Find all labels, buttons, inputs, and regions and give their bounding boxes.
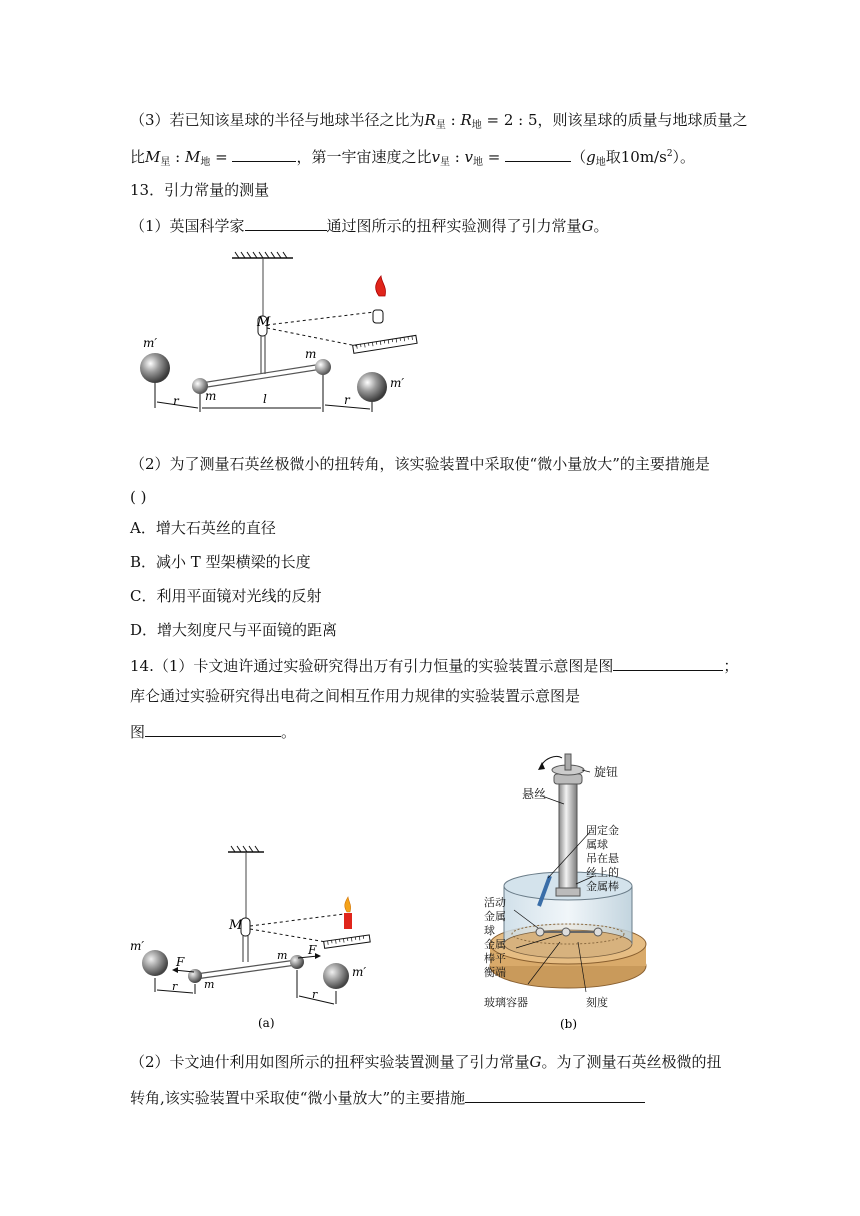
svg-text:l: l bbox=[263, 392, 267, 406]
large-ball-left bbox=[140, 353, 170, 383]
answer-blank-amplification-measure[interactable] bbox=[465, 1086, 645, 1103]
svg-text:m: m bbox=[205, 389, 217, 403]
svg-text:吊在悬: 吊在悬 bbox=[586, 852, 619, 865]
q13-heading: 13．引力常量的测量 bbox=[130, 181, 270, 199]
flame-icon bbox=[345, 897, 351, 912]
figure-b-caption: (b) bbox=[560, 1017, 578, 1031]
q14-line1: 14.（1）卡文迪许通过实验研究得出万有引力恒量的实验装置示意图是图 ； bbox=[130, 654, 738, 676]
q14-part2-line1: （2）卡文迪什利用如图所示的扭秤实验装置测量了引力常量G。为了测量石英丝极微的扭 bbox=[130, 1053, 722, 1071]
q14-line2: 库仑通过实验研究得出电荷之间相互作用力规律的实验装置示意图是 bbox=[130, 687, 581, 705]
large-ball-left bbox=[142, 950, 168, 976]
svg-text:F: F bbox=[308, 943, 317, 957]
svg-text:r: r bbox=[312, 988, 318, 1001]
figure-b-coulomb-balance bbox=[470, 748, 670, 1033]
svg-text:m: m bbox=[204, 978, 215, 991]
small-ball-right bbox=[290, 955, 304, 969]
small-ball-right bbox=[315, 359, 331, 375]
svg-text:属球: 属球 bbox=[586, 838, 608, 851]
q14-line3: 图 。 bbox=[130, 720, 296, 742]
svg-text:M: M bbox=[257, 315, 271, 330]
q12-3-line2: 比$M_星$ : $M_地$ = ，第一宇宙速度之比$v_星$ : $v_地 = (g_地$取$10m/s^2$）。 bbox=[130, 144, 695, 173]
answer-blank-scientist[interactable] bbox=[245, 214, 327, 231]
large-ball-right bbox=[323, 963, 349, 989]
answer-blank-coulomb-figure[interactable] bbox=[145, 720, 281, 737]
answer-blank-velocity-ratio[interactable] bbox=[505, 145, 571, 162]
option-b[interactable]: B．减小 T 型架横梁的长度 bbox=[130, 553, 311, 571]
svg-text:m: m bbox=[305, 347, 317, 361]
q14-part2-line2: 转角,该实验装置中采取使“微小量放大”的主要措施 bbox=[130, 1086, 645, 1108]
svg-text:m′: m′ bbox=[352, 965, 367, 979]
svg-text:活动: 活动 bbox=[484, 896, 506, 909]
svg-text:球: 球 bbox=[484, 924, 495, 937]
q12-3-line1: （3）若已知该星球的半径与地球半径之比为$R_星$ : $R_地 = 2$ : 5，则该星球的质量与地球质量之 bbox=[130, 111, 748, 131]
svg-text:M: M bbox=[229, 918, 243, 933]
svg-text:旋钮: 旋钮 bbox=[594, 765, 619, 779]
svg-text:衡端: 衡端 bbox=[484, 966, 506, 979]
figure-a-torsion-balance bbox=[128, 842, 378, 1032]
q13-answer-paren[interactable]: ( ) bbox=[130, 488, 147, 506]
lamp bbox=[373, 310, 383, 323]
option-d[interactable]: D．增大刻度尺与平面镜的距离 bbox=[130, 621, 338, 639]
flame-icon bbox=[376, 276, 386, 296]
answer-blank-cavendish-figure[interactable] bbox=[613, 654, 723, 671]
small-ball-left bbox=[188, 969, 202, 983]
svg-text:r: r bbox=[173, 394, 179, 408]
figure-a-caption: (a) bbox=[258, 1016, 275, 1030]
svg-text:金属: 金属 bbox=[484, 938, 506, 951]
svg-text:r: r bbox=[172, 980, 178, 993]
svg-text:m′: m′ bbox=[143, 336, 158, 350]
svg-text:m′: m′ bbox=[390, 376, 405, 390]
answer-blank-mass-ratio[interactable] bbox=[232, 145, 296, 162]
candle bbox=[344, 913, 352, 929]
svg-text:r: r bbox=[344, 393, 350, 407]
large-ball-right bbox=[357, 372, 387, 402]
svg-text:金属棒: 金属棒 bbox=[586, 880, 619, 893]
ruler bbox=[324, 935, 371, 948]
ruler bbox=[353, 335, 417, 353]
q13-part2: （2）为了测量石英丝极微小的扭转角，该实验装置中采取使“微小量放大”的主要措施是 bbox=[130, 455, 710, 473]
svg-text:丝上的: 丝上的 bbox=[586, 866, 619, 879]
svg-text:F: F bbox=[176, 955, 185, 969]
q13-part1: （1）英国科学家 通过图所示的扭秤实验测得了引力常量G。 bbox=[130, 214, 609, 236]
svg-text:固定金: 固定金 bbox=[586, 824, 619, 837]
svg-text:m: m bbox=[277, 949, 288, 962]
svg-text:悬丝: 悬丝 bbox=[522, 787, 547, 801]
mirror bbox=[241, 918, 250, 936]
option-c[interactable]: C．利用平面镜对光线的反射 bbox=[130, 587, 322, 605]
svg-text:玻璃容器: 玻璃容器 bbox=[484, 996, 528, 1009]
svg-text:金属: 金属 bbox=[484, 910, 506, 923]
option-a[interactable]: A．增大石英丝的直径 bbox=[130, 519, 276, 537]
suspension-tube bbox=[559, 782, 577, 890]
svg-text:棒平: 棒平 bbox=[484, 952, 506, 965]
svg-text:m′: m′ bbox=[130, 939, 145, 953]
svg-text:刻度: 刻度 bbox=[586, 996, 608, 1009]
torsion-balance-figure bbox=[135, 250, 435, 420]
